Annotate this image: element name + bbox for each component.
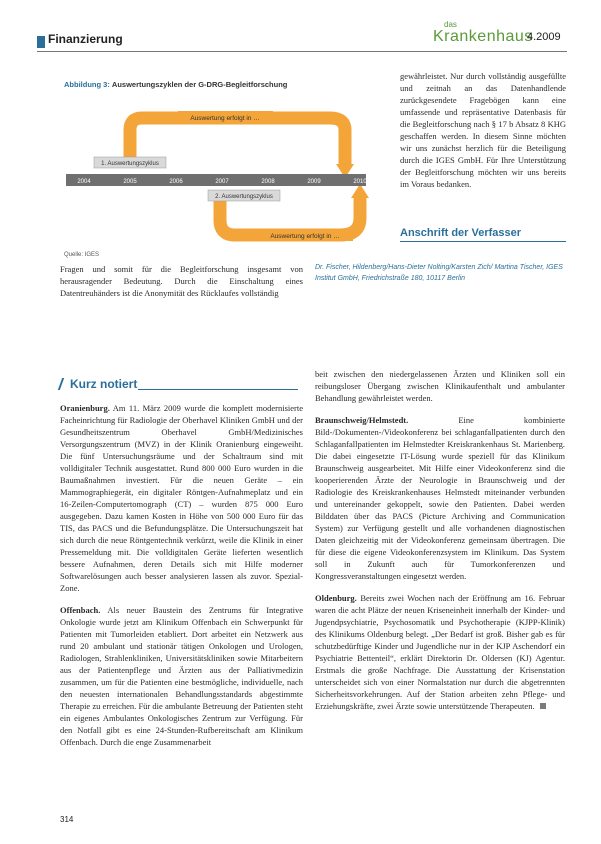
year-label-2009: 2009 — [307, 179, 321, 185]
figure-source: Quelle: IGES — [64, 252, 100, 258]
figure-caption — [64, 80, 287, 89]
figure — [60, 80, 388, 258]
figure-caption-label: Abbildung 3: — [64, 80, 110, 89]
news-item: Oldenburg. Bereits zwei Wochen nach der Eröffnung am 16. Februar waren die acht Plätze der neuen Kriseneinheit innerhalb der Kinder- und Jugendpsychiatrie, Psychosomatik und Psychotherapie (KJPP-Klinik) des Klinikums Oldenburg belegt. „Der Bedarf ist groß. Bisher gab es für schutzbedürftige Kinder und Jugendliche nur in der KJP Aschendorf ein Psychiatrie Bettenteil“, erklärt Direktorin Dr. Oldersen (KJ) Agentur. Erstmals die große Nachfrage. Die Ausstattung der Krisenstation unterscheidet sich von einer Normalstation nur durch die abgetrennten Sicherheitsvorkehrungen. Auf der Station arbeiten zehn Pflege- und Erziehungskräfte, zwei Ärzte sowie unterstützende Therapeuten. — [315, 593, 565, 711]
cycle2-label: 2. Auswertungszyklus — [215, 194, 273, 200]
bottom-arrow-head — [351, 184, 369, 198]
authors-heading-rule — [400, 241, 566, 242]
figure-caption-text: Auswertungszyklen der G-DRG-Begleitforschung — [111, 80, 288, 89]
authors-address: Dr. Fischer, Hildenberg/Hans-Dieter Nolting/Karsten Zich/ Martina Tischer, IGES Institut GmbH, Friedrichstraße 180, 10117 Berlin — [315, 264, 563, 282]
top-bar-label: Auswertung erfolgt in … — [190, 115, 260, 122]
journal-logo: Krankenhaus — [433, 28, 533, 45]
year-label-2005: 2005 — [123, 179, 137, 185]
year-label-2008: 2008 — [261, 179, 275, 185]
left-intro-text: Fragen und somit für die Begleitforschung insgesamt von herausragender Bedeutung. Durch die Einschaltung eines Datentreuhänders ist die Anonymität des Rücklaufes vollständig — [60, 264, 303, 298]
end-mark — [540, 703, 546, 709]
news-right-column — [315, 368, 565, 813]
news-item: Offenbach. Als neuer Baustein des Zentrums für Integrative Onkologie wurde jetzt am Klinikum Offenbach ein Schwerpunkt für Patienten mit Tumorleiden etabliert. Dort arbeitet ein Netzwerk aus rund 20 ambulant und stationär tätigen Onkologen und Urologen, Radiologen, Strahlenkliniken, Universitätskliniken sowie Mitarbeitern aus der Patientenpflege und Ärzten aus der Palliativmedizin zusammen, um für die Patienten eine bestmögliche, individuelle, nach den neuesten internationalen Behandlungsstandards abgestimmte Therapie zu erreichen. Für die ambulante Betreuung der Patienten steht ein eigenes Ambulantes Onkologisches Zentrum zur Verfügung. Für den Notfall gibt es eine 24-Stunden-Rufbereitschaft am Klinikum Offenbach. Durch die enge Zusammenarbeit — [60, 605, 303, 747]
news-item: Braunschweig/Helmstedt. Eine kombinierte Bild-/Dokumenten-/Videokonferenz bei schlaganfallpatienten durch den Schlaganfallpatienten im Helmstedter Kreiskrankenhaus St. Marienberg. Die dabei eingesetzte IT-Lösung wurde speziell für das Klinikum Braunschweig ausgearbeitet. Mit Hilfe einer Videokonferenz sind die kooperierenden Ärzte der Neurologie in Braunschweig und der Radiologie des Kreiskrankenhauses Helmstedt miteinander verbunden und untereinander gekoppelt, sowie den Patienten. Dabei werden Bilddaten über das PACS (Picture Archiving and Communication System) zur Verfügung gestellt und alle vorhandenen diagnostischen Daten gleichzeitig mit der Videokonferenz gemeinsam übertragen. Die für diese die eigene Videokonferenzsystem im Klinikum. Das System soll in Zukunft auch für Tumorkonferenzen und Kongressveranstaltungen eingesetzt werden. — [315, 415, 565, 581]
news-left-column — [60, 402, 303, 807]
year-label-2004: 2004 — [77, 179, 91, 185]
logo-prefix: das — [444, 20, 457, 29]
authors-heading: Anschrift der Verfasser — [400, 227, 522, 239]
news-item: beit zwischen den niedergelassenen Ärzten und Kliniken soll ein reibungsloser Übergang zwischen Klinikaufenthalt und ambulanter Behandlung gewährleistet werden. — [315, 369, 565, 403]
cycle1-label: 1. Auswertungszyklus — [101, 161, 159, 167]
year-label-2006: 2006 — [169, 179, 183, 185]
bottom-bar-label: Auswertung erfolgt in … — [270, 233, 340, 240]
page-number: 314 — [60, 815, 74, 824]
cycle-diagram — [60, 90, 388, 255]
issue-number: 4.2009 — [527, 31, 561, 43]
header-accent-bar — [37, 36, 45, 48]
header-rule — [37, 51, 567, 52]
news-heading-rule — [138, 389, 298, 390]
year-label-2010: 2010 — [353, 179, 367, 185]
pen-icon — [58, 378, 70, 390]
year-label-2007: 2007 — [215, 179, 229, 185]
section-title: Finanzierung — [48, 32, 123, 46]
news-heading: Kurz notiert — [70, 377, 138, 391]
right-intro-text: gewährleistet. Nur durch vollständig ausgefüllte und zeitnah an das Datenhandlende zurückgesendete Fragebögen kann eine umfassende und repräsentative Datenbasis für die Begleitforschung nach § 17 b Absatz 8 KHG geschaffen werden. In diesem Sinne möchten wir uns zunächst herzlich für die Beteiligung durch die IGES GmbH. Für Ihre Unterstützung der Begleitforschung möchten wir uns bereits im Voraus bedanken. — [400, 71, 566, 189]
news-item: Oranienburg. Am 11. März 2009 wurde die komplett modernisierte Facheinrichtung für Radiologie der Oberhavel Kliniken GmbH und der Gesundheitszentrum Oberhavel GmbH/Medizinisches Versorgungszentrum (MVZ) in der Klinik Oranienburg eingeweiht. Die fünf Untersuchungsräume und der Schaltraum sind mit volldigitaler Technik ausgestattet. Rund 800 000 Euro wurden in die Baumaßnahmen investiert. Für die neuen Geräte – ein Mammographiegerät, ein digitaler Röntgen-Aufnahmeplatz und ein 16-Zeilen-Computertomograph (CT) – wurden 875 000 Euro ausgegeben. Dazu kamen Kosten in Höhe von 500 000 Euro für das TIS, das PACS und die Befundungsplätze. Die Untersuchungszeit hat sich durch die neue Röntgentechnik verkürzt, weile die Klinik in einer Pressemeldung mit. Die volldigitalen Geräte lieferten wesentlich bessere Aufnahmen, deren Details sich mit Hilfe moderner Softwarelösungen auch besser analysieren lassen als zuvor. Spezial-Zone. — [60, 403, 303, 593]
